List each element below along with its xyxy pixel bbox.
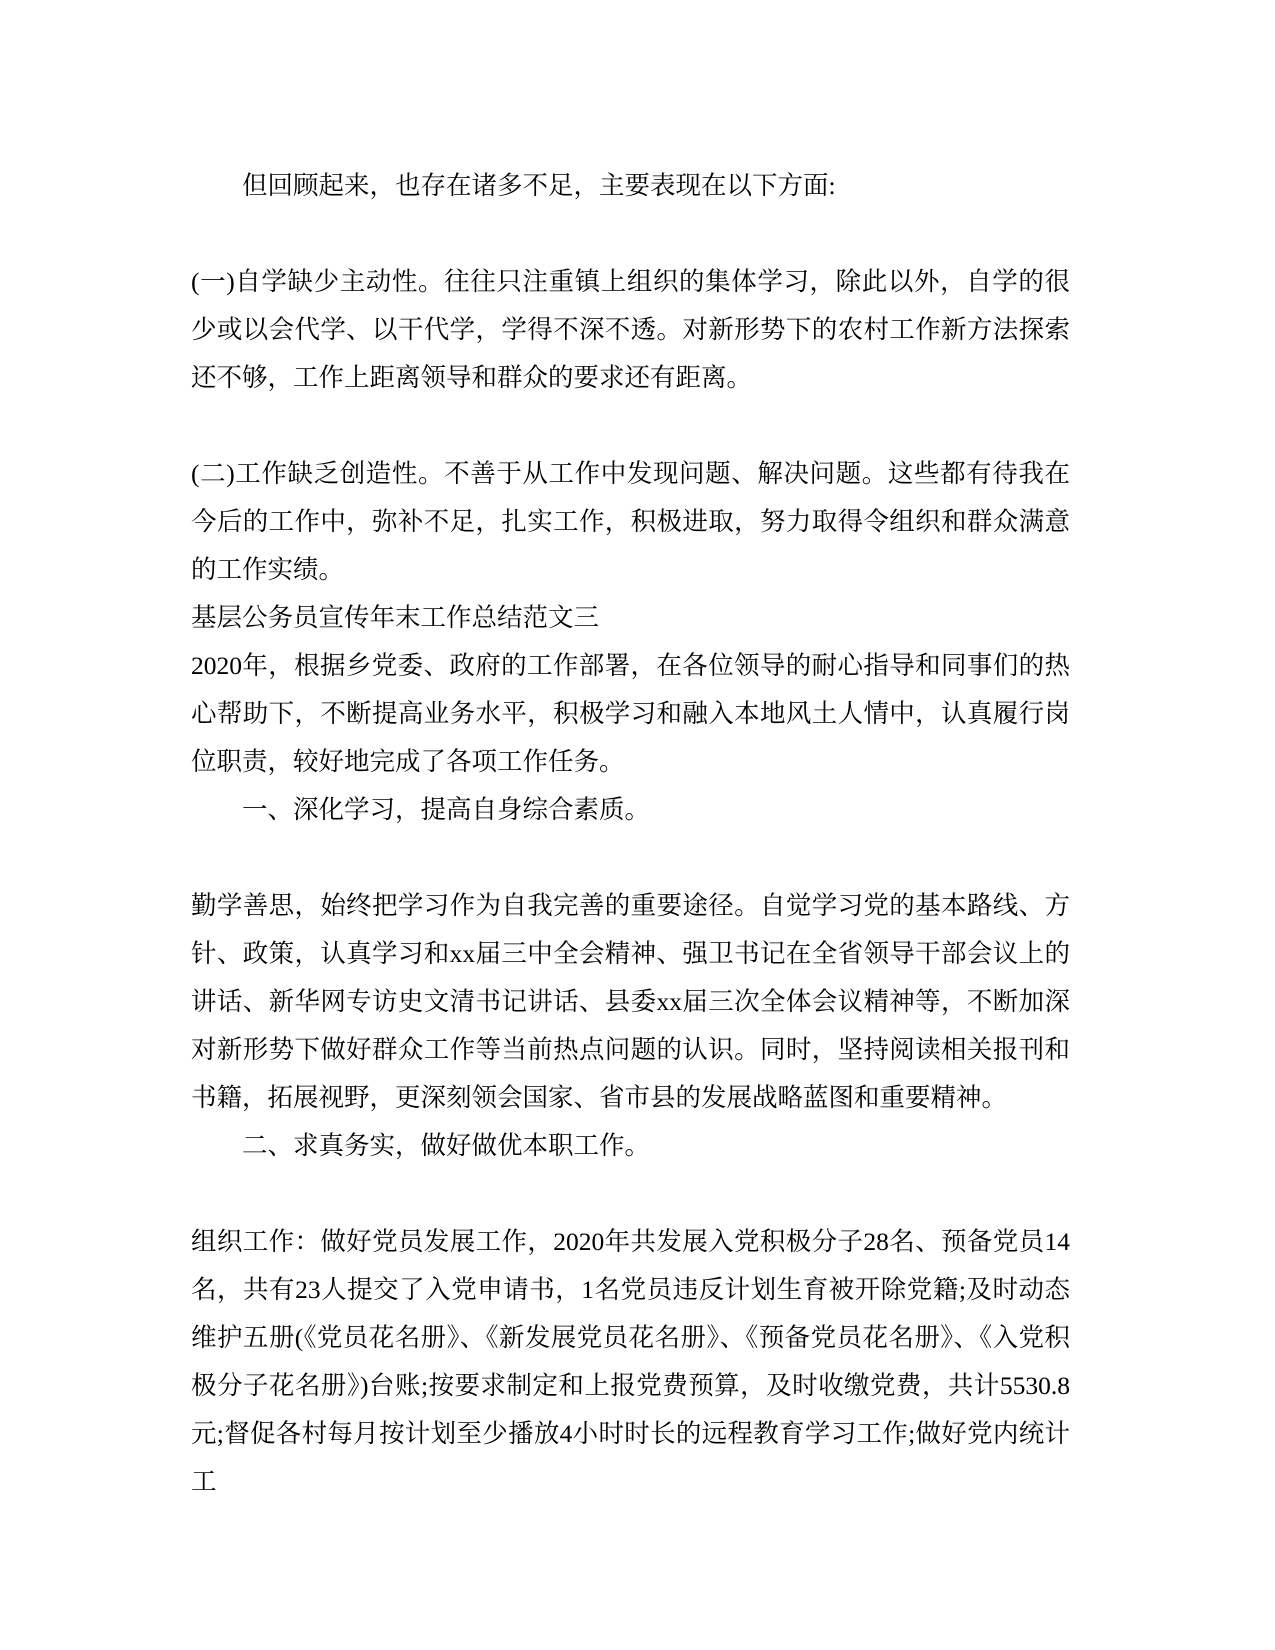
essay-3-title: 基层公务员宣传年末工作总结范文三 [191, 603, 600, 632]
paragraph-shortcoming-2: (二)工作缺乏创造性。不善于从工作中发现问题、解决问题。这些都有待我在今后的工作中，弥补不足，扎实工作，积极进取，努力取得令组织和群众满意的工作实绩。 [191, 459, 1070, 584]
heading-section-1: 一、深化学习，提高自身综合素质。 [242, 795, 651, 824]
paragraph-organization-work: 组织工作：做好党员发展工作，2020年共发展入党积极分子28名、预备党员14名，共有23人提交了入党申请书，1名党员违反计划生育被开除党籍;及时动态维护五册(《党员花名册》、《新发展党员花名册》、《预备党员花名册》、《入党积极分子花名册》)台账;按要求制定和上报党费预算，及时收缴党费，共计5530.8元;督促各村每月按计划至少播放4小时时长的远程教育学习工作;做好党内统计工 [191, 1227, 1070, 1496]
heading-section-2: 二、求真务实，做好做优本职工作。 [242, 1131, 651, 1160]
paragraph-overview: 2020年，根据乡党委、政府的工作部署，在各位领导的耐心指导和同事们的热心帮助下，不断提高业务水平，积极学习和融入本地风土人情中，认真履行岗位职责，较好地完成了各项工作任务。 [191, 651, 1070, 776]
paragraph-study: 勤学善思，始终把学习作为自我完善的重要途径。自觉学习党的基本路线、方针、政策，认真学习和xx届三中全会精神、强卫书记在全省领导干部会议上的讲话、新华网专访史文清书记讲话、县委xx届三次全体会议精神等，不断加深对新形势下做好群众工作等当前热点问题的认识。同时，坚持阅读相关报刊和书籍，拓展视野，更深刻领会国家、省市县的发展战略蓝图和重要精神。 [191, 891, 1070, 1112]
paragraph-shortcomings-intro: 但回顾起来，也存在诸多不足，主要表现在以下方面: [242, 171, 836, 200]
paragraph-shortcoming-1: (一)自学缺少主动性。往往只注重镇上组织的集体学习，除此以外，自学的很少或以会代学、以干代学，学得不深不透。对新形势下的农村工作新方法探索还不够，工作上距离领导和群众的要求还有距离。 [191, 267, 1070, 392]
